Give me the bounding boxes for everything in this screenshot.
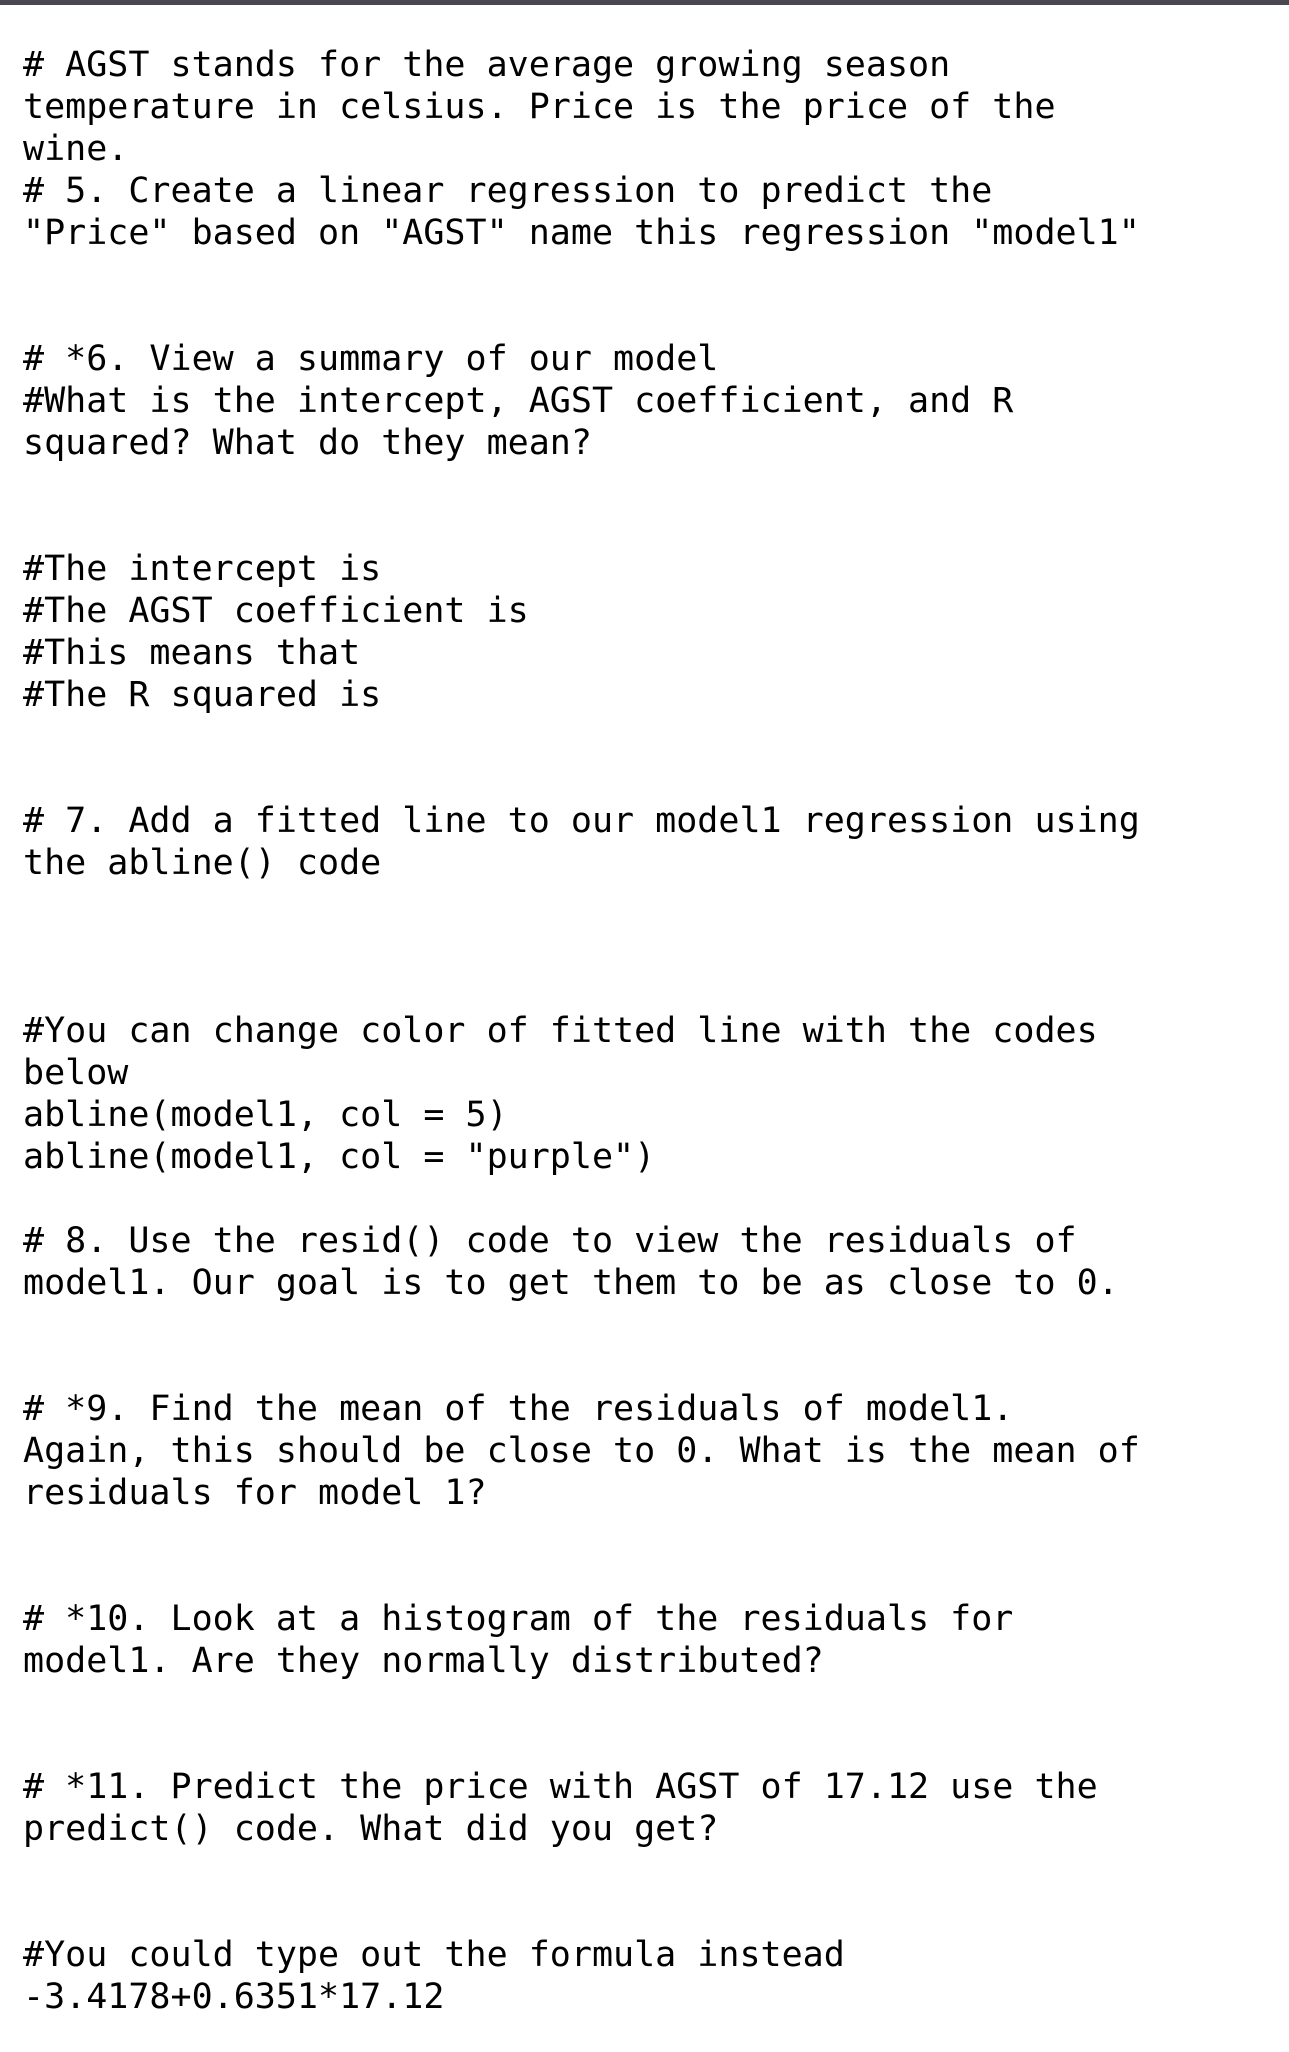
blank-line: [23, 1514, 1273, 1556]
code-line: abline(model1, col = 5): [23, 1095, 508, 1135]
blank-line: [23, 716, 1273, 758]
blank-line: [23, 1682, 1273, 1724]
window-top-border: [0, 0, 1289, 5]
blank-line: [23, 1556, 1273, 1598]
code-line: the abline() code: [23, 843, 382, 883]
blank-line: [23, 296, 1273, 338]
code-line: #The intercept is: [23, 549, 382, 589]
blank-line: [23, 1850, 1273, 1892]
blank-line: [23, 926, 1273, 968]
blank-line: [23, 254, 1273, 296]
code-line: Again, this should be close to 0. What is the mean of: [23, 1431, 1140, 1471]
code-line: # *10. Look at a histogram of the residuals for: [23, 1599, 1014, 1639]
blank-line: [23, 1346, 1273, 1388]
code-line: # AGST stands for the average growing season: [23, 45, 951, 85]
code-line: #The R squared is: [23, 675, 382, 715]
code-line: residuals for model 1?: [23, 1473, 487, 1513]
blank-line: [23, 1724, 1273, 1766]
code-line: model1. Our goal is to get them to be as close to 0.: [23, 1263, 1119, 1303]
blank-line: [23, 1304, 1273, 1346]
code-line: # 8. Use the resid() code to view the residuals of: [23, 1221, 1077, 1261]
code-line: # *9. Find the mean of the residuals of model1.: [23, 1389, 1014, 1429]
code-line: #This means that: [23, 633, 361, 673]
code-line: model1. Are they normally distributed?: [23, 1641, 824, 1681]
code-line: # *6. View a summary of our model: [23, 339, 719, 379]
code-line: #The AGST coefficient is: [23, 591, 529, 631]
code-line: below: [23, 1053, 129, 1093]
code-line: squared? What do they mean?: [23, 423, 592, 463]
blank-line: [23, 884, 1273, 926]
blank-line: [23, 1178, 1273, 1220]
blank-line: [23, 464, 1273, 506]
blank-line: [23, 758, 1273, 800]
code-line: # 5. Create a linear regression to predict the: [23, 171, 993, 211]
code-line: -3.4178+0.6351*17.12: [23, 1977, 445, 2017]
code-line: abline(model1, col = "purple"): [23, 1137, 656, 1177]
blank-line: [23, 968, 1273, 1010]
code-line: wine.: [23, 129, 129, 169]
blank-line: [23, 1892, 1273, 1934]
code-line: "Price" based on "AGST" name this regression "model1": [23, 213, 1140, 253]
code-line: #You could type out the formula instead: [23, 1935, 845, 1975]
code-line: temperature in celsius. Price is the price of the: [23, 87, 1056, 127]
code-line: predict() code. What did you get?: [23, 1809, 719, 1849]
code-line: # 7. Add a fitted line to our model1 regression using: [23, 801, 1140, 841]
code-editor-text[interactable]: [23, 44, 1273, 2018]
code-line: #You can change color of fitted line with the codes: [23, 1011, 1098, 1051]
code-line: # *11. Predict the price with AGST of 17.12 use the: [23, 1767, 1098, 1807]
code-line: #What is the intercept, AGST coefficient, and R: [23, 381, 1014, 421]
blank-line: [23, 506, 1273, 548]
